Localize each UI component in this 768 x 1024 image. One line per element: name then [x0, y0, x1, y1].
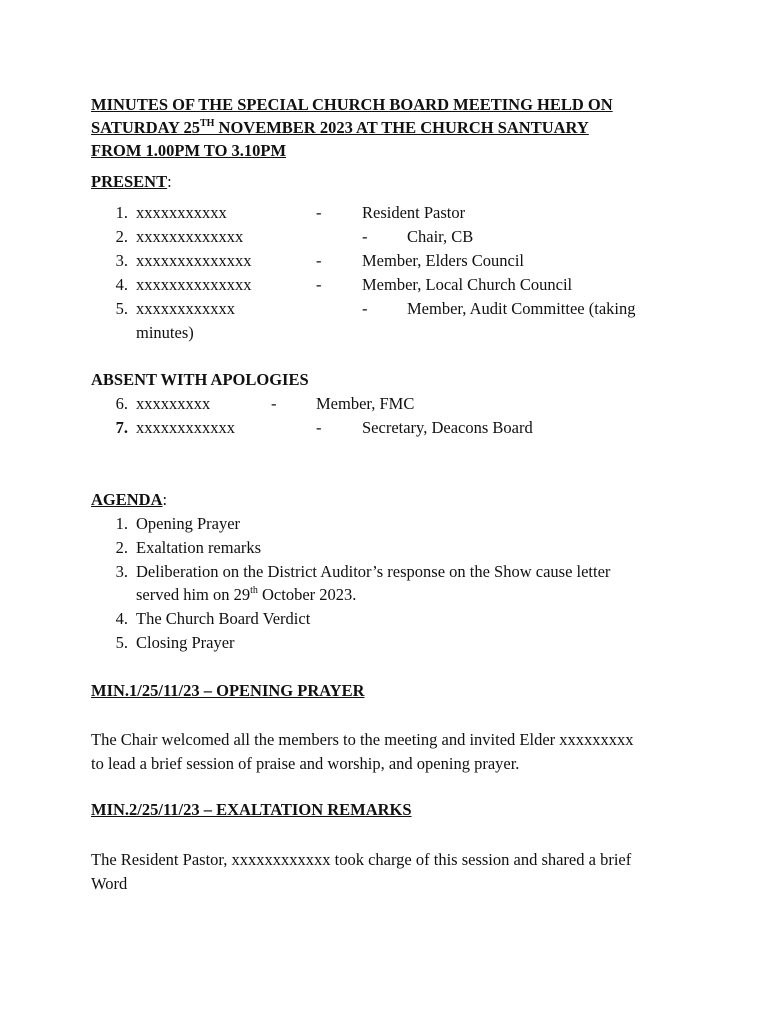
member-role: Secretary, Deacons Board — [362, 418, 533, 437]
present-heading: PRESENT: — [91, 172, 172, 191]
dash-separator: - — [362, 227, 368, 246]
member-role-continued: minutes) — [136, 323, 194, 342]
member-name: xxxxxxxxxxxxxx — [136, 275, 252, 294]
member-name: xxxxxxxxxxxxxx — [136, 251, 252, 270]
absent-heading: ABSENT WITH APOLOGIES — [91, 370, 309, 389]
title-line-3: FROM 1.00PM TO 3.10PM — [91, 141, 287, 160]
list-number: 4. — [115, 609, 128, 628]
title-line-2: SATURDAY 25TH NOVEMBER 2023 AT THE CHURCH SANTUARY — [91, 117, 589, 137]
agenda-item-text: Deliberation on the District Auditor’s response on the Show cause letter — [136, 562, 611, 581]
agenda-item-text: Exaltation remarks — [136, 538, 262, 557]
dash-separator: - — [316, 251, 322, 270]
list-number: 3. — [115, 562, 128, 581]
min1-paragraph-line-1: The Chair welcomed all the members to the meeting and invited Elder xxxxxxxxx — [91, 730, 634, 749]
list-number: 4. — [115, 275, 128, 294]
member-name: xxxxxxxxxxx — [136, 203, 227, 222]
member-name: xxxxxxxxxxxx — [136, 418, 235, 437]
member-role: Member, Local Church Council — [362, 275, 573, 294]
agenda-item-text: The Church Board Verdict — [136, 609, 311, 628]
dash-separator: - — [362, 299, 368, 318]
member-name: xxxxxxxxx — [136, 394, 211, 413]
member-role: Resident Pastor — [362, 203, 466, 222]
list-number: 6. — [115, 394, 128, 413]
agenda-heading: AGENDA: — [91, 490, 168, 509]
list-number: 1. — [115, 514, 128, 533]
dash-separator: - — [316, 418, 322, 437]
dash-separator: - — [316, 275, 322, 294]
member-name: xxxxxxxxxxxxx — [136, 227, 244, 246]
member-role: Member, FMC — [316, 394, 415, 413]
list-number: 5. — [115, 633, 128, 652]
min2-paragraph-line-1: The Resident Pastor, xxxxxxxxxxxx took charge of this session and shared a brief — [91, 850, 632, 869]
min2-paragraph-line-2: Word — [91, 874, 128, 893]
agenda-item-text: Opening Prayer — [136, 514, 241, 533]
member-role: Member, Elders Council — [362, 251, 525, 270]
list-number: 5. — [115, 299, 128, 318]
min1-heading: MIN.1/25/11/23 – OPENING PRAYER — [91, 681, 365, 700]
list-number: 2. — [115, 538, 128, 557]
member-role: Member, Audit Committee (taking — [407, 299, 636, 318]
member-name: xxxxxxxxxxxx — [136, 299, 235, 318]
dash-separator: - — [271, 394, 277, 413]
title-line-1: MINUTES OF THE SPECIAL CHURCH BOARD MEETING HELD ON — [91, 95, 613, 114]
dash-separator: - — [316, 203, 322, 222]
list-number: 2. — [115, 227, 128, 246]
list-number: 7. — [115, 418, 128, 437]
min1-paragraph-line-2: to lead a brief session of praise and worship, and opening prayer. — [91, 754, 520, 773]
min2-heading: MIN.2/25/11/23 – EXALTATION REMARKS — [91, 800, 412, 819]
agenda-item-text: Closing Prayer — [136, 633, 235, 652]
list-number: 1. — [115, 203, 128, 222]
agenda-item-text-continued: served him on 29th October 2023. — [136, 584, 357, 604]
member-role: Chair, CB — [407, 227, 474, 246]
list-number: 3. — [115, 251, 128, 270]
